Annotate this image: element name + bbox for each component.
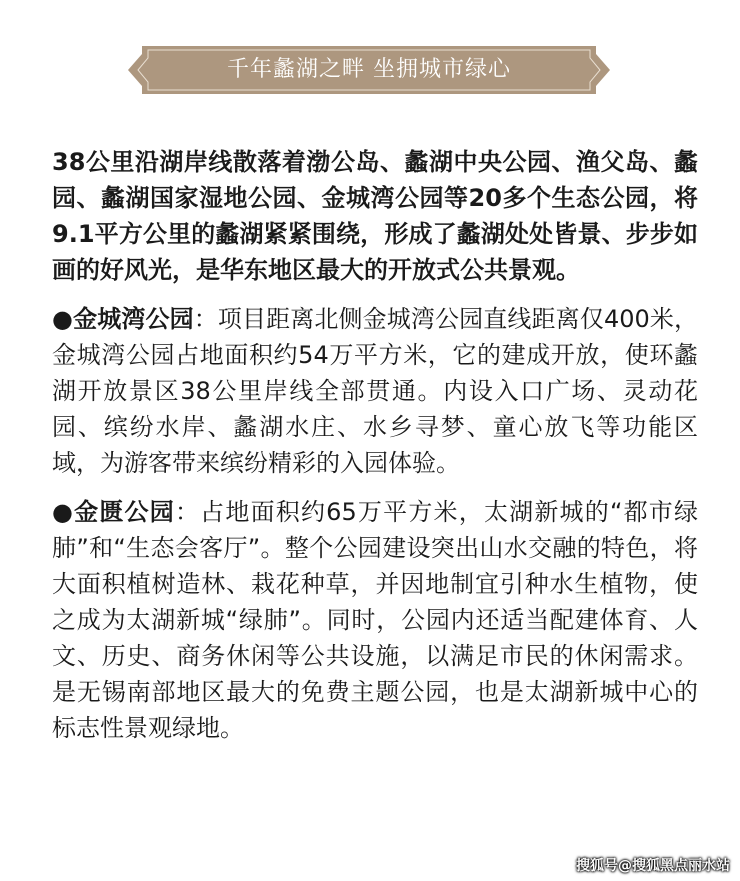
separator: ： [193,305,218,333]
bullet-icon: ● [52,498,75,526]
park-item-jinkui [52,494,698,746]
park-name: 金匮公园 [74,498,175,526]
separator: ： [174,498,201,526]
park-description: 占地面积约65万平方米，太湖新城的“都市绿肺”和“生态会客厅”。整个公园建设突出山水交融的特色，将大面积植树造林、栽花种草，并因地制宜引种水生植物，使之成为太湖新城“绿肺”。同时，公园内还适当配建体育、人文、历史、商务休闲等公共设施，以满足市民的休闲需求。是无锡南部地区最大的免费主题公园，也是太湖新城中心的标志性景观绿地。 [52,498,698,742]
watermark: 搜狐号@搜狐黑点丽水站 [576,858,730,874]
park-item-jinchengwan [52,301,698,481]
bullet-icon: ● [52,305,74,333]
park-name: 金城湾公园 [73,305,194,333]
banner-title: 千年蠡湖之畔 坐拥城市绿心 [227,57,511,82]
park-description: 项目距离北侧金城湾公园直线距离仅400米，金城湾公园占地面积约54万平方米，它的建成开放，使环蠡湖开放景区38公里岸线全部贯通。内设入口广场、灵动花园、缤纷水岸、蠡湖水庄、水乡寻梦、童心放飞等功能区域，为游客带来缤纷精彩的入园体验。 [52,305,699,477]
section-banner [128,46,610,94]
article-body [52,144,698,746]
intro-paragraph: 38公里沿湖岸线散落着渤公岛、蠡湖中央公园、渔父岛、蠡园、蠡湖国家湿地公园、金城湾公园等20多个生态公园，将9.1平方公里的蠡湖紧紧围绕，形成了蠡湖处处皆景、步步如画的好风光，是华东地区最大的开放式公共景观。 [52,148,698,284]
